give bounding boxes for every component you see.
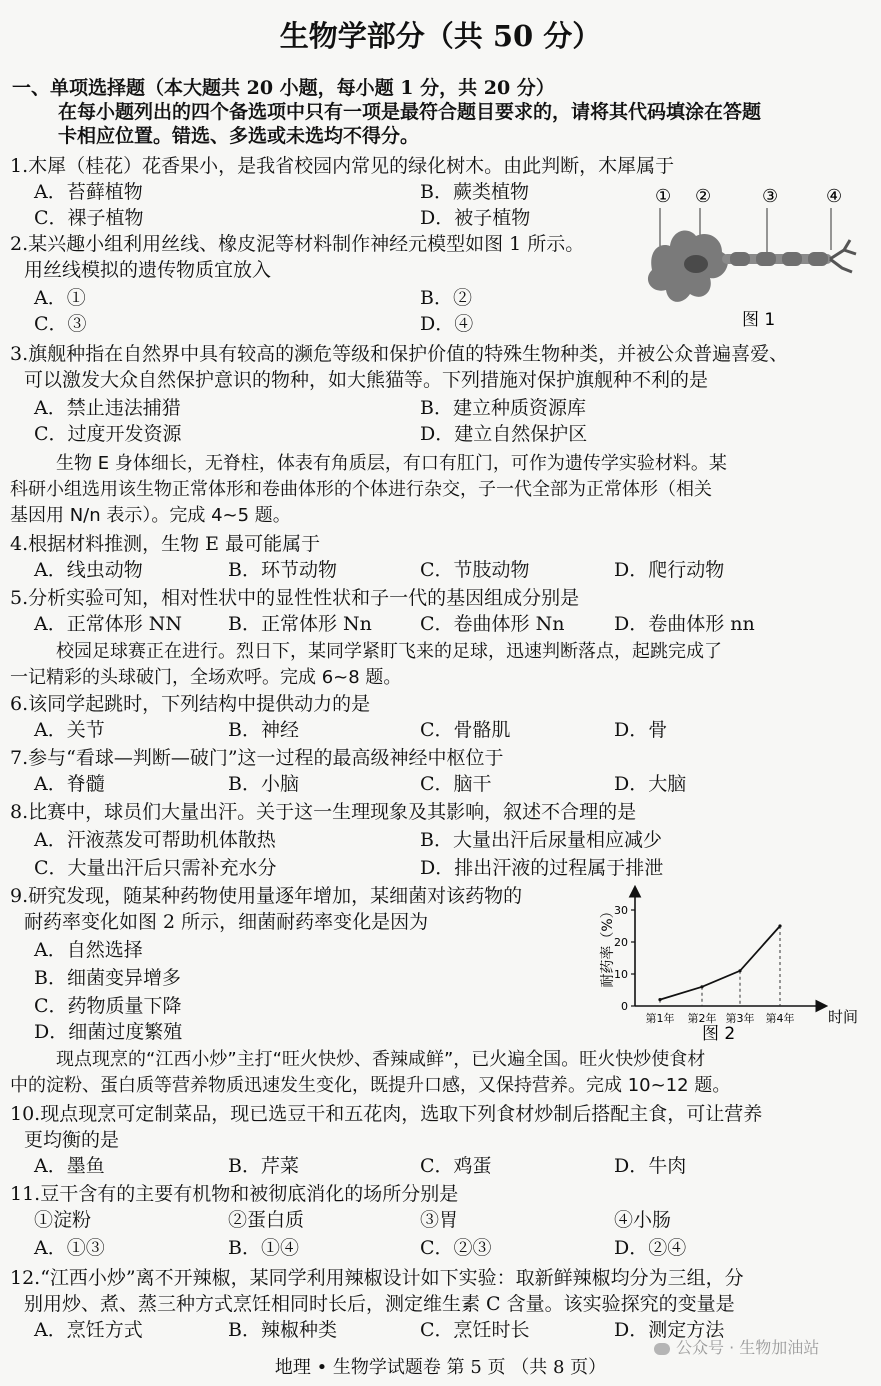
q8-option-d: D．排出汗液的过程属于排泄 <box>420 857 664 879</box>
q2-stem-2: 用丝线模拟的遗传物质宜放入 <box>24 259 272 281</box>
q4-option-c: C．节肢动物 <box>420 559 530 581</box>
q11-option-a: A．①③ <box>34 1237 105 1259</box>
q10-stem-2: 更均衡的是 <box>24 1129 120 1151</box>
q11-option-d: D．②④ <box>614 1237 687 1259</box>
data-point-3 <box>778 924 781 927</box>
q4-option-d: D．爬行动物 <box>614 559 725 581</box>
figure-2-chart <box>590 884 870 1044</box>
q1-option-b: B．蕨类植物 <box>420 181 529 203</box>
y-tick-label-1: 10 <box>614 968 628 981</box>
chart-caption: 图 2 <box>702 1024 736 1044</box>
chart-y-label: 耐药率（%） <box>600 904 616 988</box>
q7-option-c: C．脑干 <box>420 773 492 795</box>
fig1-label-4: ④ <box>826 186 843 207</box>
data-point-1 <box>700 985 703 988</box>
neuron-nucleus <box>684 255 708 273</box>
q5-option-a: A．正常体形 NN <box>34 613 183 635</box>
q2-option-b: B．② <box>420 287 472 309</box>
q8-option-c: C．大量出汗后只需补充水分 <box>34 857 277 879</box>
q9-option-a: A．自然选择 <box>34 939 143 961</box>
passage2-line1: 校园足球赛正在进行。烈日下，某同学紧盯飞来的足球，迅速判断落点，起跳完成了 <box>56 641 722 662</box>
q9-stem-1: 9.研究发现，随某种药物使用量逐年增加，某细菌对该药物的 <box>10 885 523 907</box>
q9-option-c: C．药物质量下降 <box>34 995 182 1017</box>
q5-option-b: B．正常体形 Nn <box>228 613 372 635</box>
q12-stem-1: 12.“江西小炒”离不开辣椒，某同学利用辣椒设计如下实验：取新鲜辣椒均分为三组，分 <box>10 1267 744 1289</box>
passage1-line1: 生物 E 身体细长，无脊柱，体表有角质层，有口有肛门，可作为遗传学实验材料。某 <box>56 453 727 474</box>
q7-option-d: D．大脑 <box>614 773 687 795</box>
fig1-label-2: ② <box>695 186 712 207</box>
series-line <box>660 926 780 1000</box>
q5-option-c: C．卷曲体形 Nn <box>420 613 565 635</box>
q8-option-a: A．汗液蒸发可帮助机体散热 <box>34 829 276 851</box>
q8-stem: 8.比赛中，球员们大量出汗。关于这一生理现象及其影响，叙述不合理的是 <box>10 801 637 823</box>
q3-option-c: C．过度开发资源 <box>34 423 182 445</box>
q12-option-b: B．辣椒种类 <box>228 1319 337 1341</box>
q10-option-c: C．鸡蛋 <box>420 1155 492 1177</box>
figure-1-neuron <box>630 180 870 330</box>
q11-stem: 11.豆干含有的主要有机物和被彻底消化的场所分别是 <box>10 1183 459 1205</box>
q3-option-a: A．禁止违法捕猎 <box>34 397 181 419</box>
page-title: 生物学部分（共 50 分） <box>279 19 602 53</box>
q9-option-d: D．细菌过度繁殖 <box>34 1021 183 1043</box>
q2-option-c: C．③ <box>34 313 87 335</box>
q4-option-a: A．线虫动物 <box>34 559 143 581</box>
q12-option-c: C．烹饪时长 <box>420 1319 530 1341</box>
q10-option-d: D．牛肉 <box>614 1155 687 1177</box>
q11-item-2: ②蛋白质 <box>228 1209 305 1231</box>
q11-item-1: ①淀粉 <box>34 1209 92 1231</box>
section-instructions-2: 卡相应位置。错选、多选或未选均不得分。 <box>58 125 420 147</box>
page-footer: 地理 • 生物学试题卷 第 5 页 （共 8 页） <box>274 1357 607 1378</box>
q3-stem-1: 3.旗舰种指在自然界中具有较高的濒危等级和保护价值的特殊生物种类，并被公众普遍喜爱、 <box>10 343 789 365</box>
x-tick-label-3: 第4年 <box>765 1012 795 1025</box>
passage3-line1: 现点现烹的“江西小炒”主打“旺火快炒、香辣咸鲜”，已火遍全国。旺火快炒使食材 <box>56 1049 706 1070</box>
q12-option-a: A．烹饪方式 <box>34 1319 143 1341</box>
q9-option-b: B．细菌变异增多 <box>34 967 181 989</box>
q9-stem-2: 耐药率变化如图 2 所示，细菌耐药率变化是因为 <box>24 911 429 933</box>
q4-option-b: B．环节动物 <box>228 559 337 581</box>
q2-option-a: A．① <box>34 287 86 309</box>
q11-option-c: C．②③ <box>420 1237 492 1259</box>
q3-option-d: D．建立自然保护区 <box>420 423 588 445</box>
passage3-line2: 中的淀粉、蛋白质等营养物质迅速发生变化，既提升口感，又保持营养。完成 10~12 题。 <box>10 1075 731 1096</box>
q7-option-b: B．小脑 <box>228 773 299 795</box>
q11-item-4: ④小肠 <box>614 1209 672 1231</box>
q1-option-d: D．被子植物 <box>420 207 531 229</box>
passage1-line2: 科研小组选用该生物正常体形和卷曲体形的个体进行杂交，子一代全部为正常体形（相关 <box>10 479 712 500</box>
data-point-0 <box>658 998 661 1001</box>
q8-option-b: B．大量出汗后尿量相应减少 <box>420 829 662 851</box>
q7-stem: 7.参与“看球—判断—破门”这一过程的最高级神经中枢位于 <box>10 747 504 769</box>
q4-stem: 4.根据材料推测，生物 E 最可能属于 <box>10 533 321 555</box>
q7-option-a: A．脊髓 <box>34 773 105 795</box>
data-point-2 <box>738 969 741 972</box>
q2-stem-1: 2.某兴趣小组利用丝线、橡皮泥等材料制作神经元模型如图 1 所示。 <box>10 233 585 255</box>
fig1-label-3: ③ <box>762 186 779 207</box>
fig1-caption: 图 1 <box>742 310 776 330</box>
q3-stem-2: 可以激发大众自然保护意识的物种，如大熊猫等。下列措施对保护旗舰种不利的是 <box>24 369 709 391</box>
wechat-icon <box>654 1343 670 1355</box>
q11-item-3: ③胃 <box>420 1209 459 1231</box>
y-tick-label-2: 20 <box>614 936 628 949</box>
q6-option-b: B．神经 <box>228 719 299 741</box>
q1-option-a: A．苔藓植物 <box>34 181 143 203</box>
q6-stem: 6.该同学起跳时，下列结构中提供动力的是 <box>10 693 371 715</box>
y-tick-label-3: 30 <box>614 904 628 917</box>
q11-option-b: B．①④ <box>228 1237 299 1259</box>
q6-option-a: A．关节 <box>34 719 105 741</box>
x-tick-label-2: 第3年 <box>725 1012 755 1025</box>
q5-option-d: D．卷曲体形 nn <box>614 613 755 635</box>
chart-x-label: 时间 <box>828 1008 859 1026</box>
q6-option-c: C．骨骼肌 <box>420 719 511 741</box>
q10-stem-1: 10.现点现烹可定制菜品，现已选豆干和五花肉，选取下列食材炒制后搭配主食，可让营养 <box>10 1103 763 1125</box>
q10-option-a: A．墨鱼 <box>34 1155 105 1177</box>
q2-option-d: D．④ <box>420 313 474 335</box>
section-heading: 一、单项选择题（本大题共 20 小题，每小题 1 分，共 20 分） <box>12 77 555 99</box>
x-tick-label-0: 第1年 <box>645 1012 675 1025</box>
q1-stem: 1.木犀（桂花）花香果小，是我省校园内常见的绿化树木。由此判断，木犀属于 <box>10 155 675 177</box>
q10-option-b: B．芹菜 <box>228 1155 299 1177</box>
q1-option-c: C．裸子植物 <box>34 207 144 229</box>
x-tick-label-1: 第2年 <box>687 1012 717 1025</box>
section-instructions-1: 在每小题列出的四个备选项中只有一项是最符合题目要求的，请将其代码填涂在答题 <box>58 101 762 123</box>
q3-option-b: B．建立种质资源库 <box>420 397 586 419</box>
q5-stem: 5.分析实验可知，相对性状中的显性性状和子一代的基因组成分别是 <box>10 587 580 609</box>
axon-terminal <box>830 240 856 272</box>
watermark <box>654 1336 819 1360</box>
q6-option-d: D．骨 <box>614 719 668 741</box>
q12-stem-2: 别用炒、煮、蒸三种方式烹饪相同时长后，测定维生素 C 含量。该实验探究的变量是 <box>24 1293 735 1315</box>
passage2-line2: 一记精彩的头球破门，全场欢呼。完成 6~8 题。 <box>10 667 402 688</box>
watermark-text: 公众号 · 生物加油站 <box>676 1338 820 1357</box>
y-tick-label-0: 0 <box>621 1000 628 1013</box>
passage1-line3: 基因用 N/n 表示）。完成 4~5 题。 <box>10 505 291 526</box>
fig1-label-1: ① <box>655 186 672 207</box>
q12-option-d: D．测定方法 <box>614 1319 725 1341</box>
